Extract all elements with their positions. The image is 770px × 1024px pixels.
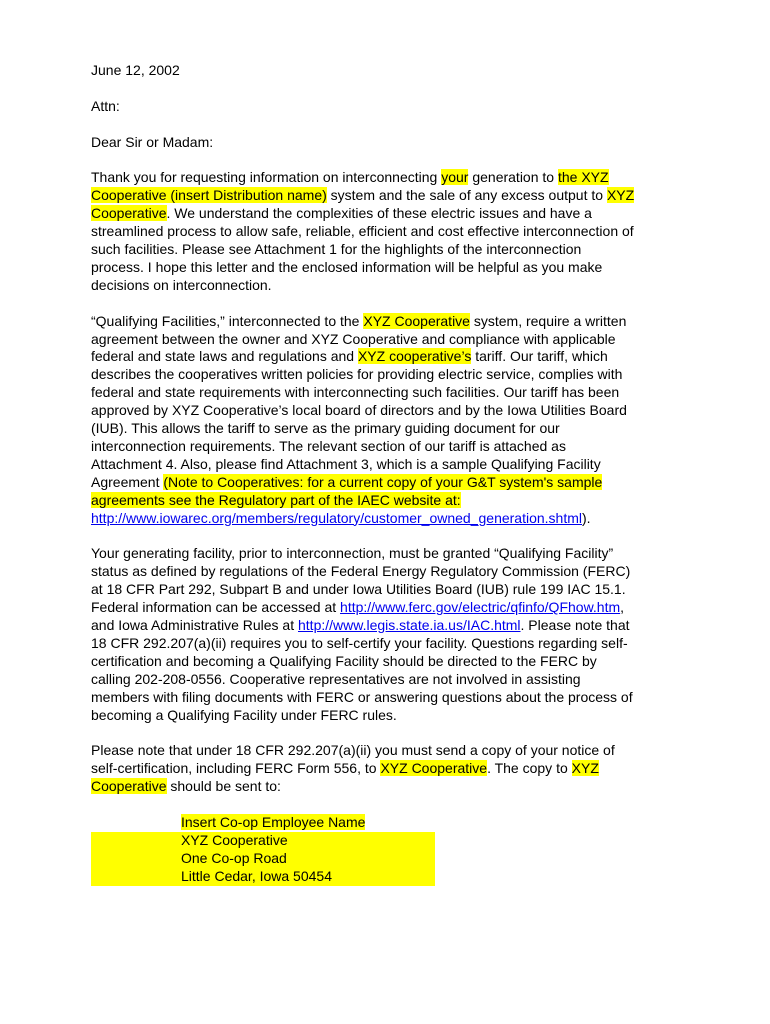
text-line: streamlined process to allow safe, reliable, efficient and cost effective interconnection of xyxy=(91,223,634,240)
text-run: , xyxy=(620,599,625,616)
mailing-address xyxy=(91,814,681,886)
highlight-placeholder: the XYZ xyxy=(557,169,609,186)
letter-date: June 12, 2002 xyxy=(91,62,180,78)
text-line: members with filing documents with FERC or answering questions about the process of xyxy=(91,688,633,705)
text-run: system, require a written xyxy=(469,312,627,329)
text-line: becoming a Qualifying Facility under FERC rules. xyxy=(91,706,397,723)
text-run: Thank you for requesting information on interconnecting xyxy=(91,169,442,186)
letter-page xyxy=(91,62,681,886)
paragraph-qualifying-facilities xyxy=(91,313,681,528)
highlight-placeholder: XYZ Cooperative xyxy=(363,312,470,329)
address-name: Insert Co-op Employee Name xyxy=(181,813,366,830)
highlight-placeholder: XYZ xyxy=(571,760,599,777)
text-run: . Please note that xyxy=(520,617,630,634)
highlight-placeholder: XYZ cooperative’s xyxy=(357,348,472,365)
paragraph-generating-facility xyxy=(91,545,681,724)
highlight-placeholder: Cooperative xyxy=(91,205,167,222)
text-run: . The copy to xyxy=(487,760,572,777)
text-line: process. I hope this letter and the enclosed information will be helpful as you make xyxy=(91,258,603,275)
iowa-legis-link[interactable]: http://www.legis.state.ia.us/IAC.html xyxy=(298,617,521,634)
text-line: (IUB). This allows the tariff to serve as the primary guiding document for our xyxy=(91,420,560,437)
text-line: interconnection requirements. The relevant section of our tariff is attached as xyxy=(91,437,566,454)
text-run: Agreement xyxy=(91,473,164,490)
ferc-link[interactable]: http://www.ferc.gov/electric/qfinfo/QFhow.htm xyxy=(340,599,621,616)
text-run: Federal information can be accessed at xyxy=(91,599,341,616)
highlight-placeholder: Cooperative xyxy=(91,778,167,795)
text-line: at 18 CFR Part 292, Subpart B and under Iowa Utilities Board (IUB) rule 199 IAC 15.1. xyxy=(91,581,626,598)
text-run: tariff. Our tariff, which xyxy=(471,348,608,365)
highlight-placeholder: XYZ xyxy=(606,187,635,204)
text-line: decisions on interconnection. xyxy=(91,276,272,293)
highlight-placeholder: your xyxy=(441,169,469,186)
text-line: Please note that under 18 CFR 292.207(a)(ii) you must send a copy of your notice of xyxy=(91,742,615,759)
paragraph-self-certification xyxy=(91,742,681,796)
paragraph-intro xyxy=(91,169,681,294)
text-line: describes the cooperatives written policies for providing electric service, complies with xyxy=(91,366,623,383)
highlight-placeholder: Cooperative (insert Distribution name) xyxy=(91,187,327,204)
address-org: XYZ Cooperative xyxy=(91,832,435,850)
text-run: system and the sale of any excess output to xyxy=(326,187,607,204)
text-run: federal and state laws and regulations and xyxy=(91,348,358,365)
text-line: 18 CFR 292.207(a)(ii) requires you to self-certify your facility. Questions regarding self- xyxy=(91,634,628,651)
text-line: such facilities. Please see Attachment 1 for the highlights of the interconnection xyxy=(91,241,582,258)
highlight-placeholder: XYZ Cooperative xyxy=(380,760,488,777)
text-run: generation to xyxy=(468,169,558,186)
salutation: Dear Sir or Madam: xyxy=(91,133,214,150)
text-run: should be sent to: xyxy=(166,778,281,795)
text-line: calling 202-208-0556. Cooperative representatives are not involved in assisting xyxy=(91,670,581,687)
text-line: Your generating facility, prior to interconnection, must be granted “Qualifying Facility” xyxy=(91,545,614,562)
iowarec-link[interactable]: http://www.iowarec.org/members/regulatory/customer_owned_generation.shtml xyxy=(91,509,583,526)
text-run: . We understand the complexities of these electric issues and have a xyxy=(166,205,592,222)
text-line: status as defined by regulations of the Federal Energy Regulatory Commission (FERC) xyxy=(91,563,631,580)
address-city: Little Cedar, Iowa 50454 xyxy=(91,868,435,886)
text-run: ). xyxy=(582,509,591,526)
text-line: Attachment 4. Also, please find Attachment 3, which is a sample Qualifying Facility xyxy=(91,455,601,472)
text-line: certification and becoming a Qualifying Facility should be directed to the FERC by xyxy=(91,652,597,669)
text-line: agreement between the owner and XYZ Cooperative and compliance with applicable xyxy=(91,330,616,347)
text-line: federal and state requirements with interconnecting such facilities. Our tariff has been xyxy=(91,384,620,401)
highlight-note: (Note to Cooperatives: for a current copy of your G&T system's sample xyxy=(163,473,603,490)
attn-line: Attn: xyxy=(91,97,120,114)
address-street: One Co-op Road xyxy=(91,850,435,868)
text-run: self-certification, including FERC Form 556, to xyxy=(91,760,381,777)
text-run: “Qualifying Facilities,” interconnected to the xyxy=(91,312,364,329)
text-line: approved by XYZ Cooperative’s local board of directors and by the Iowa Utilities Board xyxy=(91,402,627,419)
highlight-note: agreements see the Regulatory part of the IAEC website at: xyxy=(91,491,461,508)
text-run: and Iowa Administrative Rules at xyxy=(91,617,298,634)
